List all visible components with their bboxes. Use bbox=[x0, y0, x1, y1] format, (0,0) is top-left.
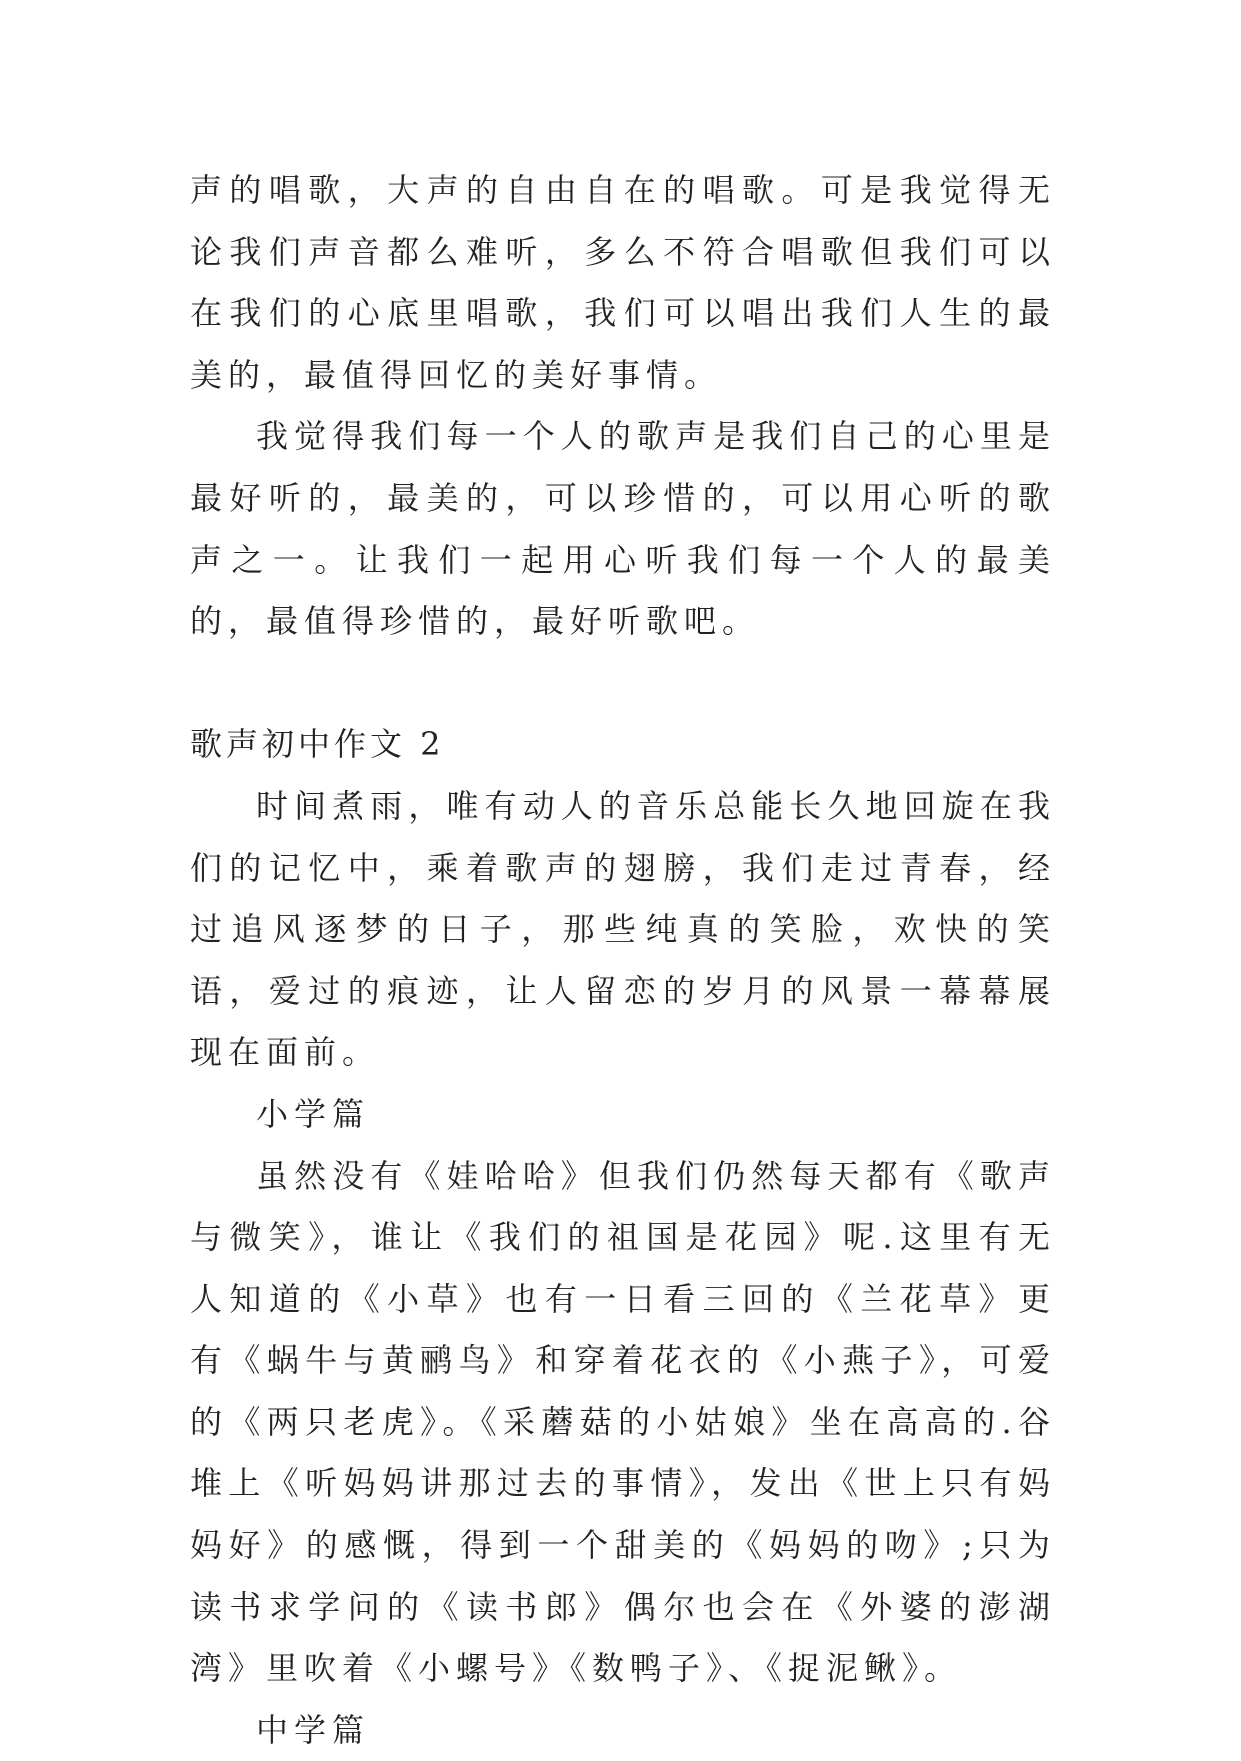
section-heading-middle-school: 中学篇 bbox=[256, 1710, 371, 1749]
paragraph-conclusion: 我觉得我们每一个人的歌声是我们自己的心里是最好听的，最美的，可以珍惜的，可以用心听的歌声之一。让我们一起用心听我们每一个人的最美的，最值得珍惜的，最好听歌吧。 bbox=[190, 417, 1056, 641]
paragraph-primary-school: 虽然没有《娃哈哈》但我们仍然每天都有《歌声与微笑》，谁让《我们的祖国是花园》呢.这里有无人知道的《小草》也有一日看三回的《兰花草》更有《蜗牛与黄鹂鸟》和穿着花衣的《小燕子》，可爱的《两只老虎》。《采蘑菇的小姑娘》坐在高高的.谷堆上《听妈妈讲那过去的事情》，发出《世上只有妈妈好》的感慨，得到一个甜美的《妈妈的吻》;只为读书求学问的《读书郎》偶尔也会在《外婆的澎湖湾》里吹着《小螺号》《数鸭子》、《捉泥鳅》。 bbox=[190, 1156, 1056, 1688]
essay-title: 歌声初中作文 2 bbox=[190, 725, 445, 764]
section-heading-primary-school: 小学篇 bbox=[256, 1094, 371, 1133]
paragraph-continued: 声的唱歌，大声的自由自在的唱歌。可是我觉得无论我们声音都么难听，多么不符合唱歌但我们可以在我们的心底里唱歌，我们可以唱出我们人生的最美的，最值得回忆的美好事情。 bbox=[190, 171, 1056, 394]
blank-line bbox=[190, 653, 1056, 715]
paragraph-intro: 时间煮雨，唯有动人的音乐总能长久地回旋在我们的记忆中，乘着歌声的翅膀，我们走过青春，经过追风逐梦的日子，那些纯真的笑脸，欢快的笑语，爱过的痕迹，让人留恋的岁月的风景一幕幕展现在面前。 bbox=[190, 786, 1056, 1072]
document-body bbox=[190, 160, 1056, 1761]
